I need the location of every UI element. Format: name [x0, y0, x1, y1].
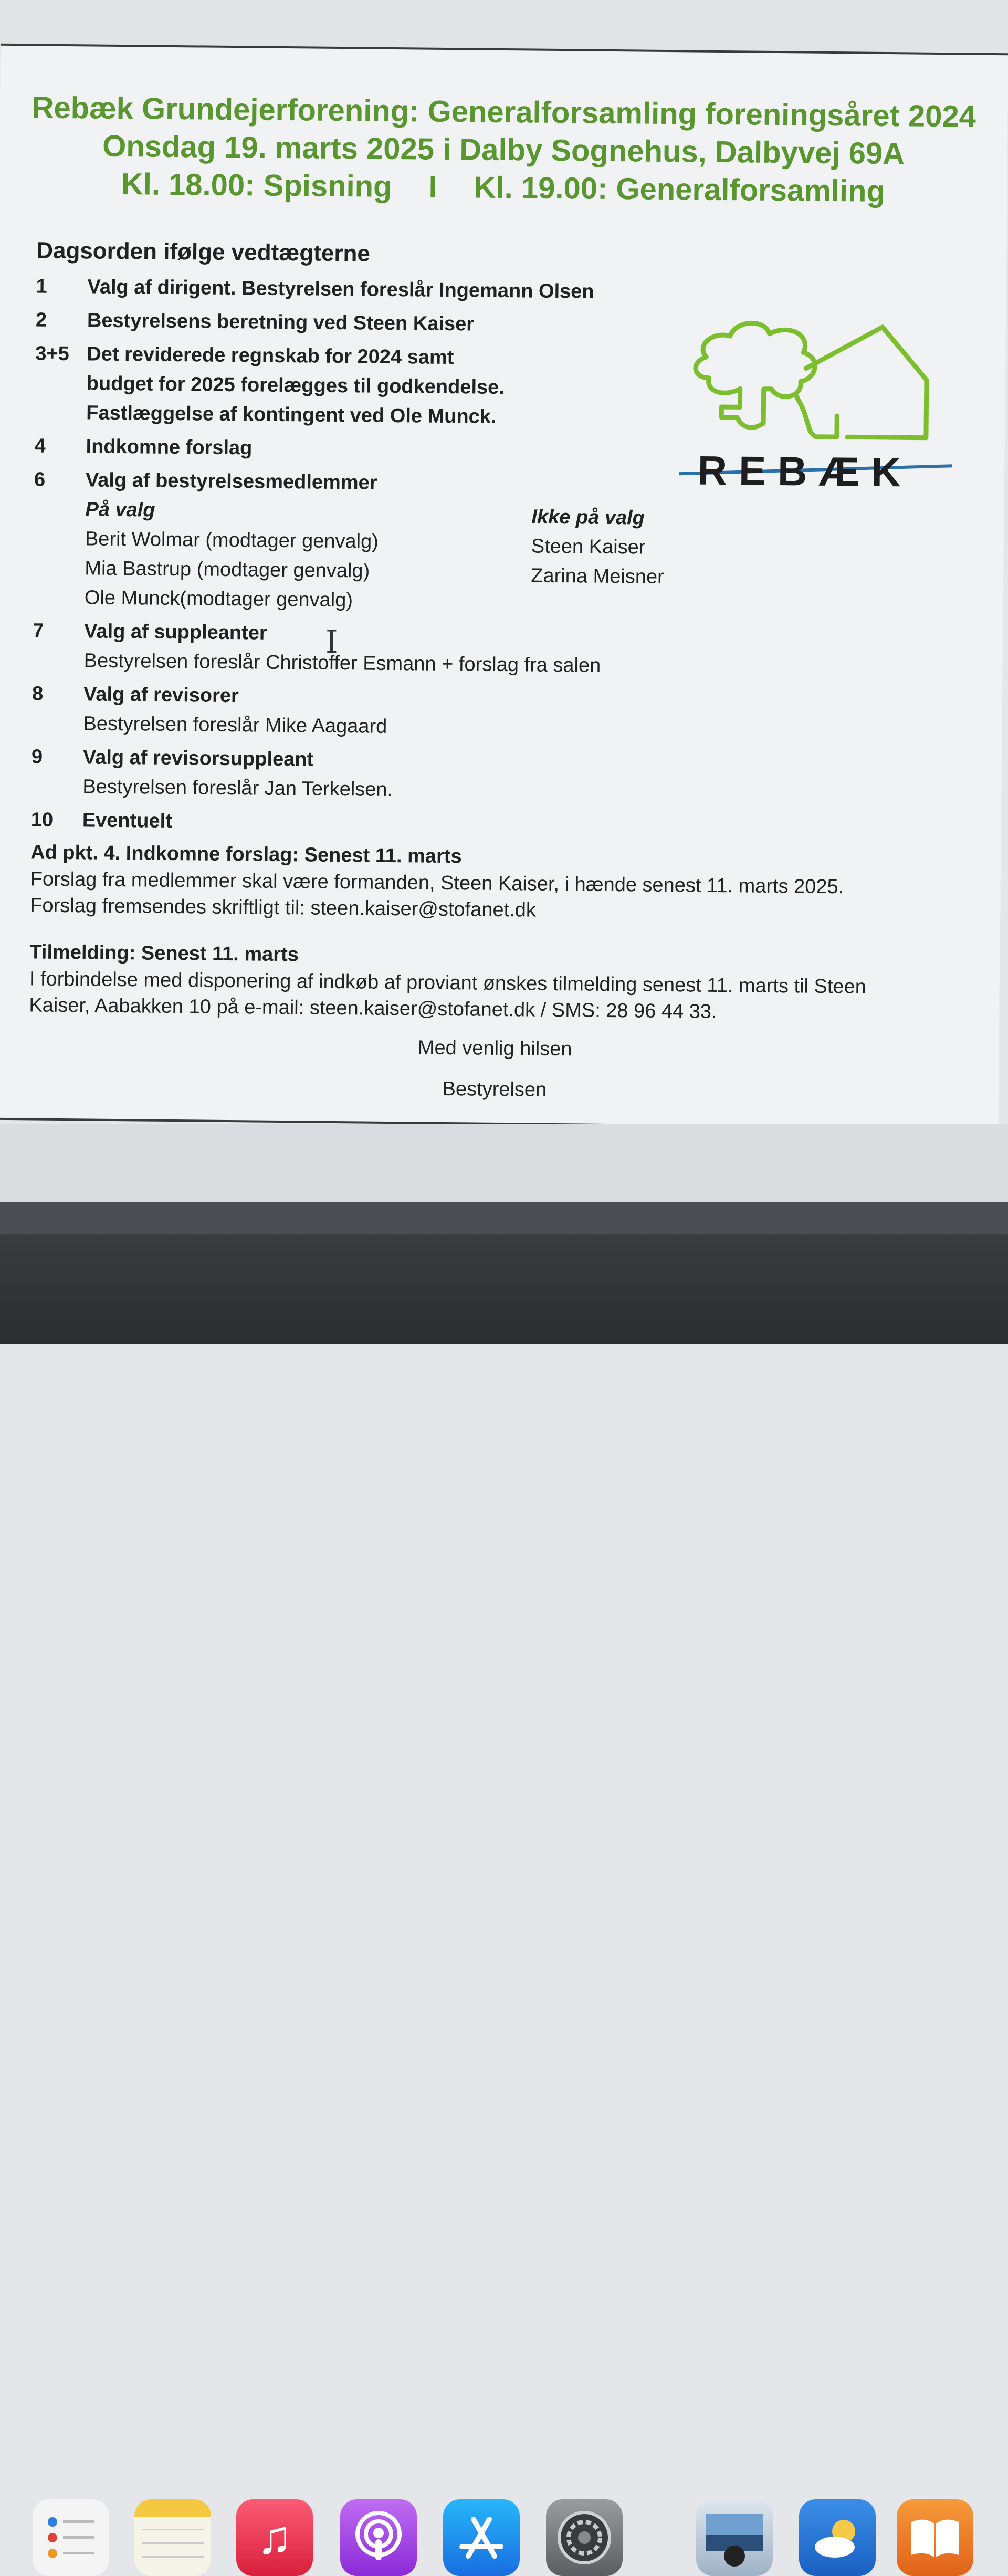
preview-icon[interactable]	[696, 2499, 773, 2576]
music-icon[interactable]: ♫	[236, 2499, 313, 2576]
proposals-section	[30, 839, 965, 927]
podcasts-glyph	[350, 2509, 407, 2567]
proposals-email: Forslag fremsendes skriftligt til: steen.kaiser@stofanet.dk	[30, 894, 537, 922]
agenda-item	[31, 805, 661, 841]
weather-icon[interactable]	[799, 2499, 876, 2576]
registration-text: Kaiser, Aabakken 10 på e-mail: steen.kaiser@stofanet.dk / SMS: 28 96 44 33.	[29, 994, 717, 1023]
preview-glyph	[700, 2504, 769, 2572]
agenda-title-text: Valg af dirigent. Bestyrelsen foreslår Ingemann Olsen	[87, 276, 594, 303]
agenda-title-text: Valg af suppleanter	[84, 620, 267, 644]
agenda-item	[34, 431, 664, 467]
signature: Bestyrelsen	[442, 1077, 547, 1101]
tree-root	[795, 394, 837, 437]
header-separator: I	[428, 170, 437, 204]
agenda-title-text: Valg af revisorsuppleant	[82, 746, 314, 771]
agenda-number: 6	[34, 468, 46, 491]
agenda-title-text: Eventuelt	[82, 809, 173, 832]
notes-glyph	[134, 2499, 211, 2576]
not-on-vote-title: Ikke på valg	[531, 506, 645, 529]
agenda-detail: Bestyrelsen foreslår Jan Terkelsen.	[82, 776, 393, 801]
agenda-item	[35, 339, 666, 433]
system-settings-icon[interactable]	[546, 2499, 623, 2576]
candidate: Ole Munck(modtager genvalg)	[84, 587, 353, 612]
agenda-number: 7	[33, 620, 44, 642]
reminders-glyph	[39, 2506, 102, 2569]
screen-bezel	[0, 1202, 1008, 1234]
agenda-list	[30, 271, 666, 844]
app-store-glyph	[453, 2509, 510, 2567]
header-date-location: Onsdag 19. marts 2025 i Dalby Sognehus, Dalbyvej 69A	[102, 129, 905, 171]
agenda-item	[32, 616, 663, 681]
agenda-number: 3+5	[35, 342, 70, 365]
member: Steen Kaiser	[531, 535, 646, 559]
weather-glyph	[806, 2506, 869, 2569]
reminders-icon[interactable]	[33, 2499, 109, 2576]
agenda-title-text: Valg af revisorer	[83, 683, 239, 707]
proposals-title: Ad pkt. 4. Indkomne forslag: Senest 11. marts	[30, 841, 462, 868]
closing-greeting: Med venlig hilsen	[417, 1036, 572, 1061]
agenda-item	[32, 679, 662, 744]
agenda-item	[31, 742, 662, 807]
agenda-title: Dagsorden ifølge vedtægterne	[36, 237, 371, 267]
candidate: Berit Wolmar (modtager genvalg)	[85, 528, 379, 553]
dock	[0, 1234, 1008, 2564]
agenda-number: 9	[31, 746, 43, 768]
logo-text: REBÆK	[697, 447, 913, 496]
header-title: Rebæk Grundejerforening: Generalforsamling foreningsåret 2024	[32, 90, 976, 134]
agenda-number: 10	[30, 809, 54, 831]
notes-icon[interactable]	[134, 2499, 211, 2576]
podcasts-icon[interactable]	[340, 2499, 417, 2576]
app-store-icon[interactable]	[443, 2499, 520, 2576]
agenda-number: 1	[36, 275, 47, 298]
agenda-number: 4	[34, 435, 46, 457]
agenda-title-text: Indkomne forslag	[86, 435, 253, 459]
settings-glyph	[553, 2506, 616, 2569]
agenda-number: 2	[35, 309, 47, 331]
house-outline	[805, 327, 927, 438]
agenda-number: 8	[32, 683, 44, 705]
agenda-detail: Bestyrelsen foreslår Mike Aagaard	[83, 713, 387, 738]
agenda-detail: Bestyrelsen foreslår Christoffer Esmann + forslag fra salen	[83, 650, 601, 677]
document-header	[0, 89, 1008, 212]
not-on-vote-column	[531, 502, 742, 619]
agenda-title-text: Valg af bestyrelsesmedlemmer	[85, 469, 377, 494]
text-cursor-icon: I	[326, 624, 338, 661]
candidate: Mia Bastrup (modtager genvalg)	[85, 557, 370, 582]
agenda-continuation: Fastlæggelse af kontingent ved Ole Munck.	[86, 402, 497, 428]
meeting-time: Kl. 19.00: Generalforsamling	[474, 170, 886, 208]
dinner-time: Kl. 18.00: Spisning	[121, 167, 392, 204]
election-columns	[85, 495, 742, 619]
tree-outline	[695, 322, 815, 428]
document-page[interactable]	[0, 44, 1008, 1129]
agenda-title-text: Bestyrelsens beretning ved Steen Kaiser	[87, 309, 475, 336]
registration-title: Tilmelding: Senest 11. marts	[29, 941, 299, 966]
registration-text: I forbindelse med disponering af indkøb af proviant ønskes tilmelding senest 11. marts til Steen	[29, 968, 867, 998]
on-vote-column	[85, 495, 532, 616]
agenda-continuation: budget for 2025 forelægges til godkendelse.	[86, 372, 505, 399]
books-glyph	[906, 2509, 964, 2567]
agenda-title-text: Det reviderede regnskab for 2024 samt	[87, 343, 454, 369]
on-vote-title: På valg	[85, 498, 155, 521]
registration-section	[29, 938, 964, 1027]
member: Zarina Meisner	[531, 564, 664, 588]
agenda-item	[36, 305, 666, 341]
agenda-item	[33, 465, 665, 618]
agenda-item	[36, 271, 666, 307]
background-top	[0, 0, 1008, 51]
books-icon[interactable]	[897, 2499, 973, 2576]
proposals-text: Forslag fra medlemmer skal være formanden, Steen Kaiser, i hænde senest 11. marts 2025.	[30, 868, 844, 898]
